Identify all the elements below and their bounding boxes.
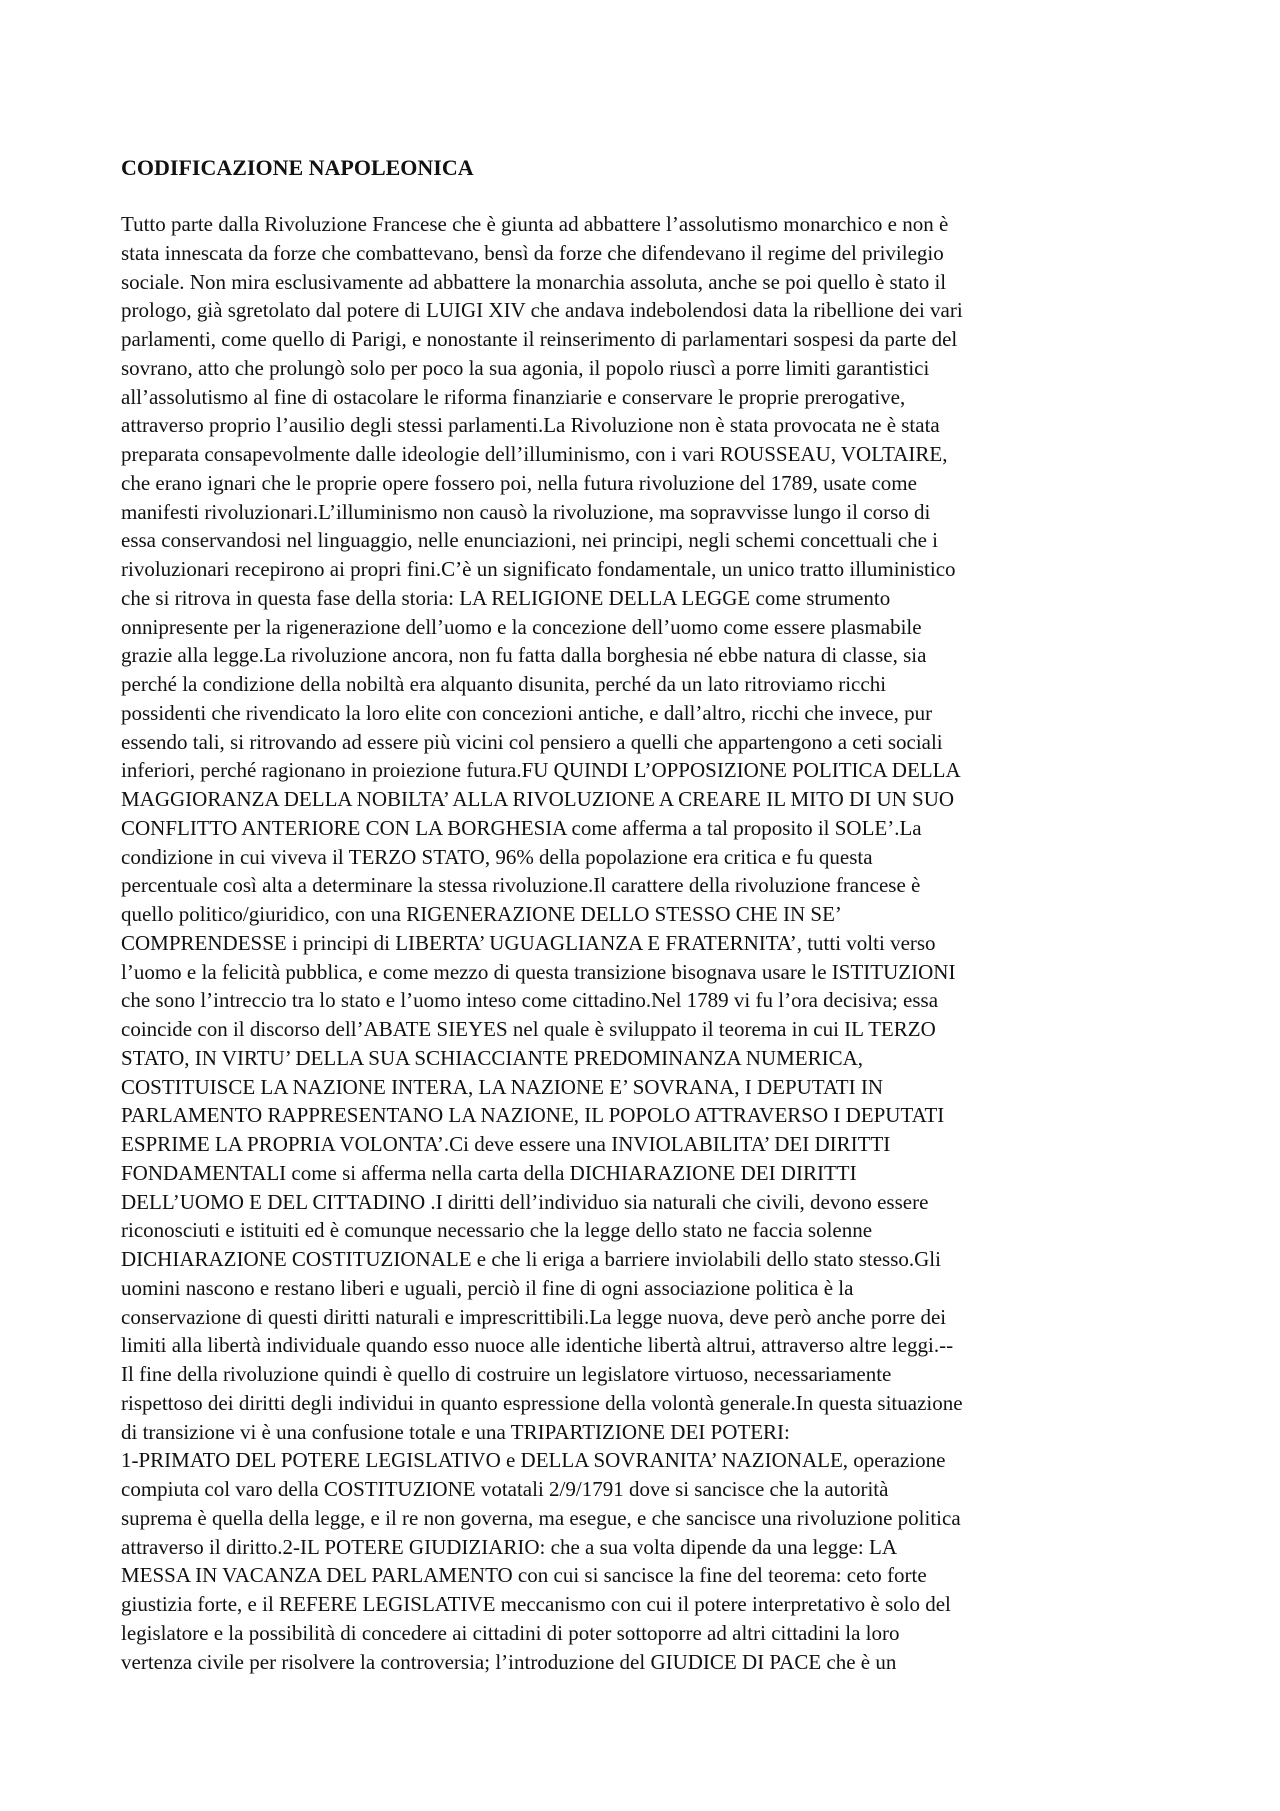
text-line: PARLAMENTO RAPPRESENTANO LA NAZIONE, IL POPOLO ATTRAVERSO I DEPUTATI	[121, 1103, 945, 1128]
text-line: coincide con il discorso dell’ABATE SIEYES nel quale è sviluppato il teorema in cui IL TERZO	[121, 1017, 936, 1041]
text-line: che si ritrova in questa fase della storia: LA RELIGIONE DELLA LEGGE come strumento	[121, 585, 891, 610]
text-line: che erano ignari che le proprie opere fossero poi, nella futura rivoluzione del 1789, usate come	[121, 470, 917, 495]
text-line: COSTITUISCE LA NAZIONE INTERA, LA NAZIONE E’ SOVRANA, I DEPUTATI IN	[121, 1074, 884, 1099]
document-body	[121, 210, 1171, 1676]
text-line: CONFLITTO ANTERIORE CON LA BORGHESIA come afferma a tal proposito il SOLE’.La	[121, 815, 922, 840]
text-line: essa conservandosi nel linguaggio, nelle enunciazioni, nei principi, negli schemi concettuali che i	[121, 528, 938, 553]
text-line: COMPRENDESSE i principi di LIBERTA’ UGUAGLIANZA E FRATERNITA’, tutti volti verso	[121, 930, 936, 955]
text-line: uomini nascono e restano liberi e uguali, perciò il fine di ogni associazione politica è la	[121, 1275, 854, 1300]
text-line: suprema è quella della legge, e il re non governa, ma esegue, e che sancisce una rivoluzione politica	[121, 1505, 961, 1530]
text-line: sociale. Non mira esclusivamente ad abbattere la monarchia assoluta, anche se poi quello è stato il	[121, 269, 947, 294]
text-line: compiuta col varo della COSTITUZIONE votatali 2/9/1791 dove si sancisce che la autorità	[121, 1477, 889, 1501]
text-line: FONDAMENTALI come si afferma nella carta della DICHIARAZIONE DEI DIRITTI	[121, 1160, 857, 1185]
text-line: essendo tali, si ritrovando ad essere più vicini col pensiero a quelli che appartengono a ceti sociali	[121, 729, 943, 754]
text-line: riconosciuti e istituiti ed è comunque necessario che la legge dello stato ne faccia solenne	[121, 1218, 873, 1243]
text-line: percentuale così alta a determinare la stessa rivoluzione.Il carattere della rivoluzione francese è	[121, 873, 921, 898]
text-line: legislatore e la possibilità di concedere ai cittadini di poter sottoporre ad altri cittadini la loro	[121, 1620, 900, 1645]
text-line: preparata consapevolmente dalle ideologie dell’illuminismo, con i vari ROUSSEAU, VOLTAIRE,	[121, 442, 948, 466]
text-line: possidenti che rivendicato la loro elite con concezioni antiche, e dall’altro, ricchi che invece, pur	[121, 700, 933, 725]
text-line: limiti alla libertà individuale quando esso nuoce alle identiche libertà altrui, attraverso altre leggi.--	[121, 1333, 954, 1358]
text-line: vertenza civile per risolvere la controversia; l’introduzione del GIUDICE DI PACE che è un	[121, 1649, 897, 1674]
text-line: prologo, già sgretolato dal potere di LUIGI XIV che andava indebolendosi data la ribellione dei vari	[121, 298, 963, 323]
text-line: DELL’UOMO E DEL CITTADINO .I diritti dell’individuo sia naturali che civili, devono essere	[121, 1189, 929, 1214]
text-line: attraverso proprio l’ausilio degli stessi parlamenti.La Rivoluzione non è stata provocata ne è stata	[121, 413, 940, 438]
text-line: conservazione di questi diritti naturali e imprescrittibili.La legge nuova, deve però anche porre dei	[121, 1304, 947, 1329]
text-line: che sono l’intreccio tra lo stato e l’uomo inteso come cittadino.Nel 1789 vi fu l’ora decisiva; essa	[121, 988, 939, 1013]
text-line: di transizione vi è una confusione totale e una TRIPARTIZIONE DEI POTERI:	[121, 1419, 790, 1444]
text-line: Tutto parte dalla Rivoluzione Francese che è giunta ad abbattere l’assolutismo monarchico e non è	[121, 212, 949, 236]
text-line: sovrano, atto che prolungò solo per poco la sua agonia, il popolo riuscì a porre limiti garantistici	[121, 355, 930, 380]
text-line: grazie alla legge.La rivoluzione ancora, non fu fatta dalla borghesia né ebbe natura di classe, sia	[121, 643, 927, 668]
text-line: l’uomo e la felicità pubblica, e come mezzo di questa transizione bisognava usare le ISTITUZIONI	[121, 959, 956, 984]
text-line: stata innescata da forze che combattevano, bensì da forze che difendevano il regime del privilegio	[121, 240, 944, 265]
text-line: rivoluzionari recepirono ai propri fini.C’è un significato fondamentale, un unico tratto illuministico	[121, 557, 956, 581]
text-line: DICHIARAZIONE COSTITUZIONALE e che li eriga a barriere inviolabili dello stato stesso.Gli	[121, 1247, 941, 1271]
text-line: Il fine della rivoluzione quindi è quello di costruire un legislatore virtuoso, necessariamente	[121, 1362, 892, 1386]
text-line: condizione in cui viveva il TERZO STATO, 96% della popolazione era critica e fu questa	[121, 844, 873, 869]
text-line: MAGGIORANZA DELLA NOBILTA’ ALLA RIVOLUZIONE A CREARE IL MITO DI UN SUO	[121, 787, 955, 811]
text-line: perché la condizione della nobiltà era alquanto disunita, perché da un lato ritroviamo ricchi	[121, 672, 887, 696]
text-line: manifesti rivoluzionari.L’illuminismo non causò la rivoluzione, ma sopravvisse lungo il corso di	[121, 499, 931, 524]
document-title: CODIFICAZIONE NAPOLEONICA	[121, 155, 474, 180]
text-line: quello politico/giuridico, con una RIGENERAZIONE DELLO STESSO CHE IN SE’	[121, 902, 842, 926]
text-line: giustizia forte, e il REFERE LEGISLATIVE meccanismo con cui il potere interpretativo è solo del	[121, 1592, 951, 1616]
text-line: rispettoso dei diritti degli individui in quanto espressione della volontà generale.In questa situazione	[121, 1390, 963, 1415]
text-line: inferiori, perché ragionano in proiezione futura.FU QUINDI L’OPPOSIZIONE POLITICA DELLA	[121, 758, 961, 783]
text-line: parlamenti, come quello di Parigi, e nonostante il reinserimento di parlamentari sospesi da parte del	[121, 327, 958, 351]
text-line: 1-PRIMATO DEL POTERE LEGISLATIVO e DELLA SOVRANITA’ NAZIONALE, operazione	[121, 1448, 946, 1473]
text-line: all’assolutismo al fine di ostacolare le riforma finanziarie e conservare le proprie prerogative,	[121, 384, 906, 409]
text-line: STATO, IN VIRTU’ DELLA SUA SCHIACCIANTE PREDOMINANZA NUMERICA,	[121, 1045, 863, 1070]
text-line: attraverso il diritto.2-IL POTERE GIUDIZIARIO: che a sua volta dipende da una legge: LA	[121, 1534, 897, 1559]
text-line: MESSA IN VACANZA DEL PARLAMENTO con cui si sancisce la fine del teorema: ceto forte	[121, 1563, 927, 1588]
text-line: onnipresente per la rigenerazione dell’uomo e la concezione dell’uomo come essere plasmabile	[121, 614, 922, 639]
text-line: ESPRIME LA PROPRIA VOLONTA’.Ci deve essere una INVIOLABILITA’ DEI DIRITTI	[121, 1132, 891, 1156]
